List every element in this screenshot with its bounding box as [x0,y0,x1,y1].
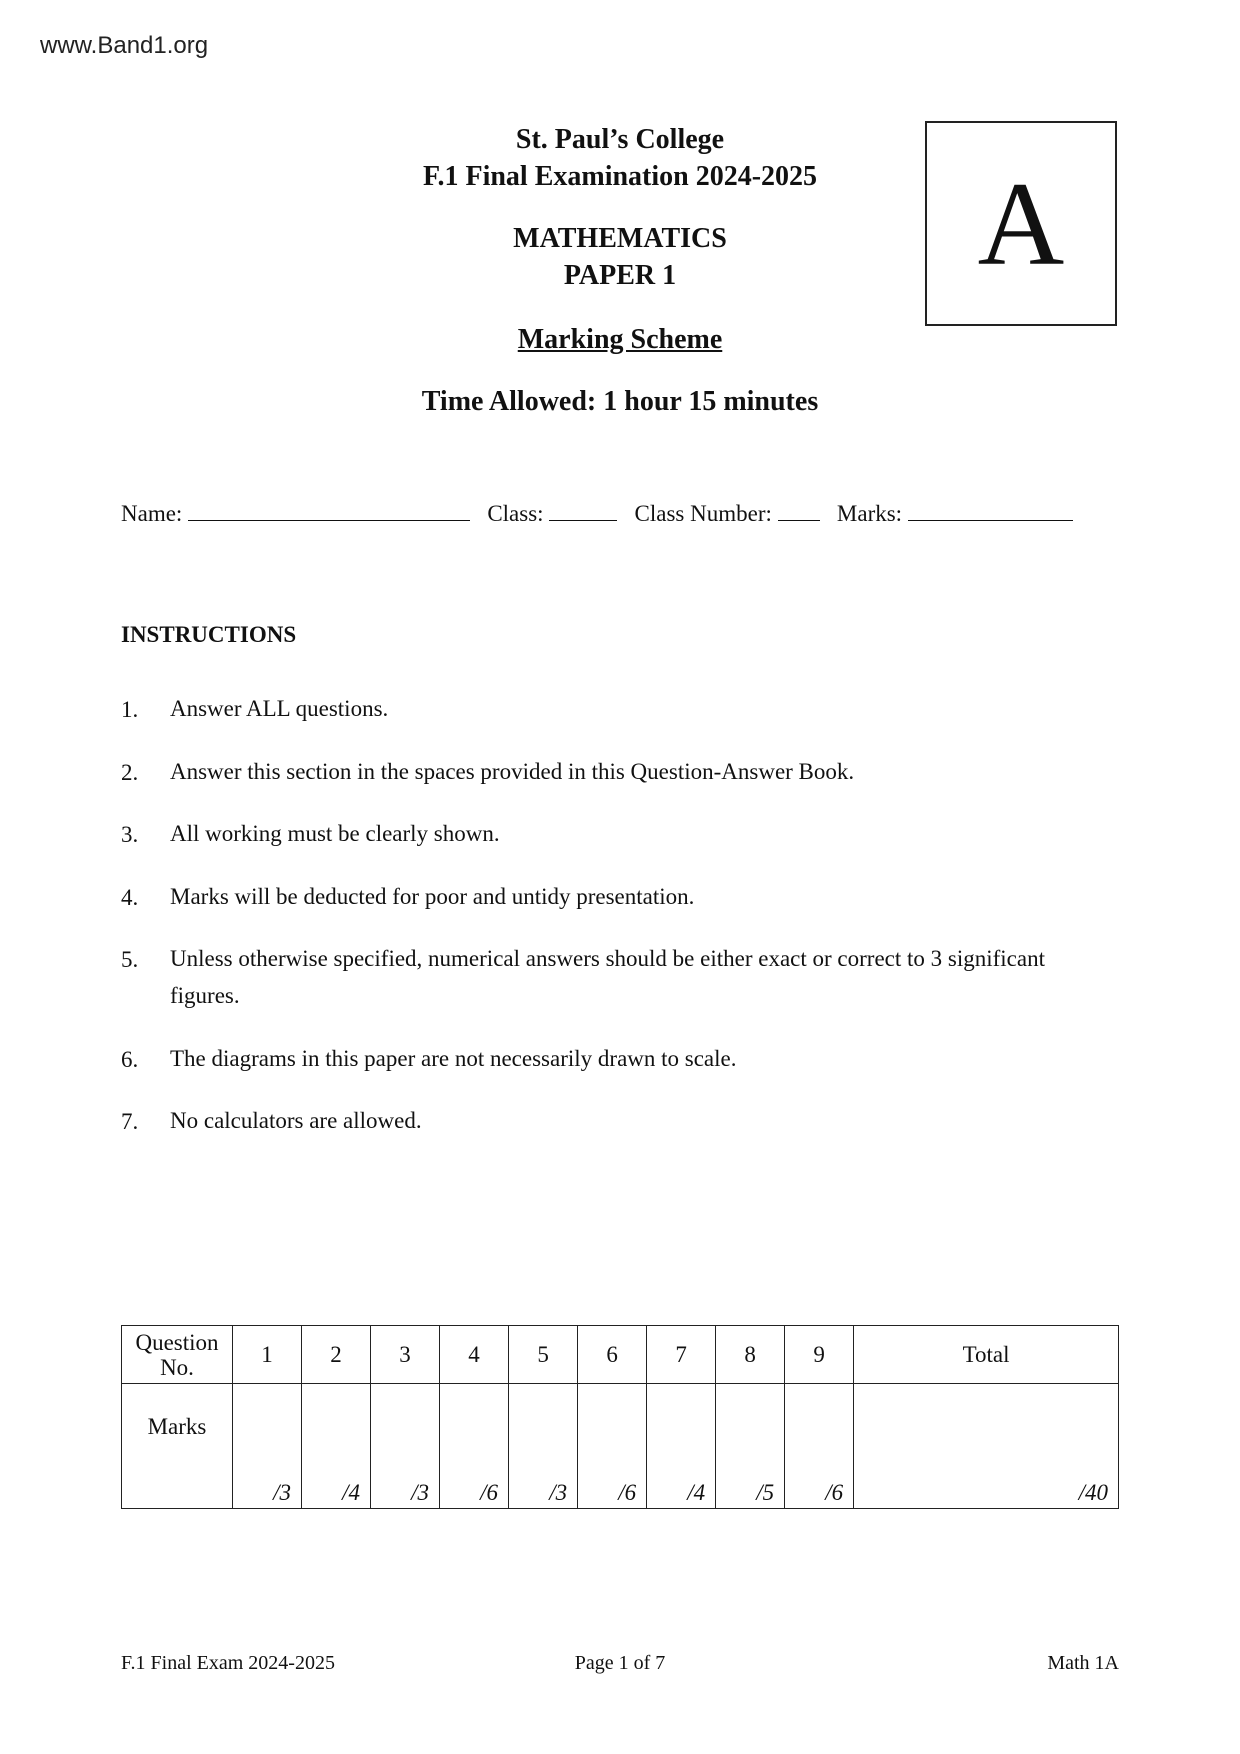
name-label: Name: [121,501,183,526]
marks-cell[interactable] [233,1384,302,1509]
question-number-cell: 1 [233,1326,302,1384]
student-fields [121,500,1073,527]
marks-table [121,1325,1119,1509]
exam-title: F.1 Final Examination 2024-2025 [422,161,818,192]
question-number-cell: 5 [509,1326,578,1384]
max-marks: /4 [687,1480,706,1505]
time-allowed: Time Allowed: 1 hour 15 minutes [421,386,819,417]
marks-cell[interactable] [509,1384,578,1509]
instruction-text: Answer this section in the spaces provided in this Question-Answer Book. [170,759,855,784]
paper: PAPER 1 [563,260,677,291]
question-number-cell: 4 [440,1326,509,1384]
max-marks: /3 [273,1480,292,1505]
instruction-number: 7. [121,1109,139,1134]
max-marks: /3 [411,1480,430,1505]
max-marks: /6 [480,1480,499,1505]
marks-cell[interactable] [578,1384,647,1509]
marks-cell[interactable] [371,1384,440,1509]
instruction-number: 2. [121,760,139,785]
marks-cell[interactable] [302,1384,371,1509]
max-marks: /40 [1078,1480,1108,1505]
instruction-number: 3. [121,822,139,847]
marks-label: Marks: [836,501,903,526]
question-number-cell: 3 [371,1326,440,1384]
class-number-label: Class Number: [634,501,772,526]
instruction-number: 4. [121,885,139,910]
instruction-text: All working must be clearly shown. [170,821,500,846]
max-marks: /4 [342,1480,361,1505]
question-number-cell: 2 [302,1326,371,1384]
max-marks: /6 [825,1480,844,1505]
marks-row-label: Marks [122,1384,233,1509]
marks-cell[interactable] [854,1384,1119,1509]
question-number-cell: 9 [785,1326,854,1384]
class-label: Class: [487,501,544,526]
instruction-text: Marks will be deducted for poor and untidy presentation. [170,884,695,909]
instruction-text: Unless otherwise specified, numerical answers should be either exact or correct to 3 significant figures. [170,946,1045,1008]
question-no-label: Question No. [122,1326,233,1384]
watermark: www.Band1.org [40,32,209,59]
class-number-blank [778,500,820,521]
class-blank [549,500,617,521]
footer-left: F.1 Final Exam 2024-2025 [121,1652,335,1674]
instruction-text: No calculators are allowed. [170,1108,422,1133]
school-name: St. Paul’s College [515,124,725,155]
question-number-cell: 8 [716,1326,785,1384]
max-marks: /3 [549,1480,568,1505]
max-marks: /6 [618,1480,637,1505]
instruction-number: 1. [121,697,139,722]
instruction-number: 5. [121,947,139,972]
question-number-cell: 7 [647,1326,716,1384]
instructions-heading: INSTRUCTIONS [121,622,297,647]
instruction-text: Answer ALL questions. [170,696,389,721]
footer-page: Page 1 of 7 [574,1652,666,1674]
marking-scheme-heading: Marking Scheme [517,324,723,355]
subject: MATHEMATICS [513,223,727,254]
question-number-cell: 6 [578,1326,647,1384]
instruction-text: The diagrams in this paper are not necessarily drawn to scale. [170,1046,737,1071]
version-box: A [925,121,1117,326]
marks-cell[interactable] [647,1384,716,1509]
marks-cell[interactable] [716,1384,785,1509]
marks-blank [908,500,1073,521]
question-number-cell: Total [854,1326,1119,1384]
marks-cell[interactable] [785,1384,854,1509]
marks-cell[interactable] [440,1384,509,1509]
max-marks: /5 [756,1480,775,1505]
instruction-number: 6. [121,1047,139,1072]
name-blank [188,500,470,521]
footer-right: Math 1A [1047,1652,1119,1674]
